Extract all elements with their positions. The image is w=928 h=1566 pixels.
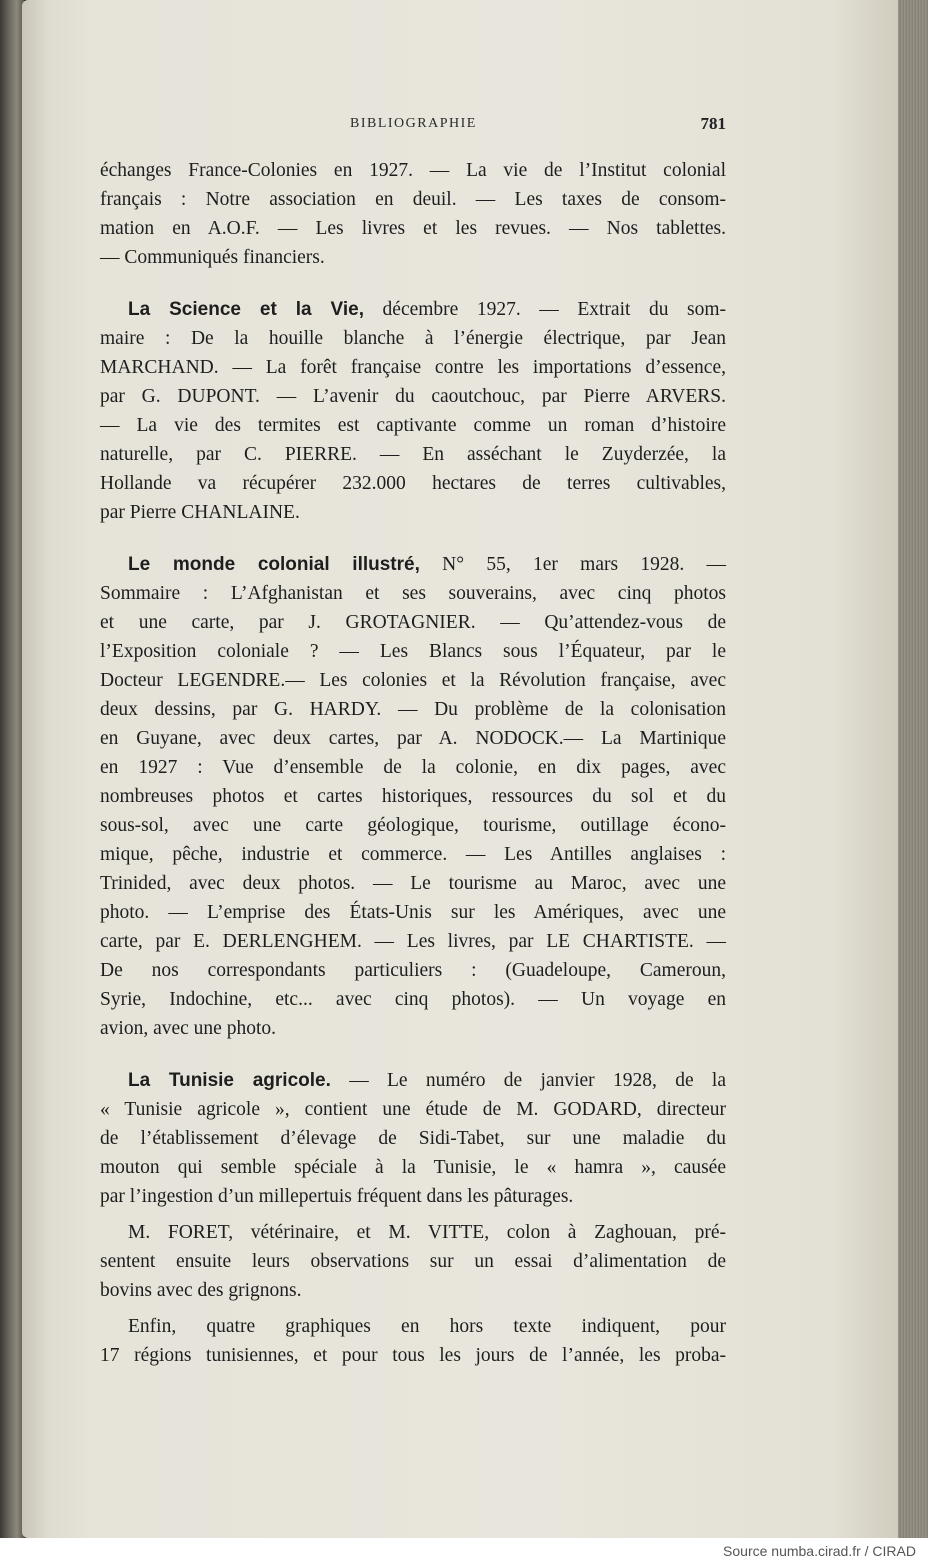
text-line: Trinided, avec deux photos. — Le tourisme au Maroc, avec une — [100, 873, 726, 894]
text-line: mique, pêche, industrie et commerce. — Les Antilles anglaises : — [100, 844, 726, 865]
text-line: en 1927 : Vue d’ensemble de la colonie, en dix pages, avec — [100, 757, 726, 778]
paragraph-foret-vitte — [100, 1218, 726, 1305]
text-line: sous-sol, avec une carte géologique, tourisme, outillage écono- — [100, 815, 726, 836]
text-line: sentent ensuite leurs observations sur un essai d’alimentation de — [100, 1251, 726, 1272]
entry-title: La Science et la Vie, — [128, 299, 364, 320]
text-line: Enfin, quatre graphiques en hors texte indiquent, pour — [128, 1316, 726, 1337]
text-line: par l’ingestion d’un millepertuis fréquent dans les pâturages. — [100, 1186, 574, 1207]
text-line — [100, 1066, 726, 1095]
paragraph-graphiques — [100, 1312, 726, 1370]
running-head — [100, 114, 726, 138]
text-line — [100, 295, 726, 324]
text-line: Hollande va récupérer 232.000 hectares de terres cultivables, — [100, 473, 726, 494]
text-line: français : Notre association en deuil. — Les taxes de consom- — [100, 189, 726, 210]
text-line: de l’établissement d’élevage de Sidi-Tabet, sur une maladie du — [100, 1128, 726, 1149]
text-line: deux dessins, par G. HARDY. — Du problème de la colonisation — [100, 699, 726, 720]
text-line: avion, avec une photo. — [100, 1018, 276, 1039]
text-line: naturelle, par C. PIERRE. — En asséchant le Zuyderzée, la — [100, 444, 726, 465]
text-line: l’Exposition coloniale ? — Les Blancs sous l’Équateur, par le — [100, 641, 726, 662]
text-line: et une carte, par J. GROTAGNIER. — Qu’attendez-vous de — [100, 612, 726, 633]
text-line — [100, 550, 726, 579]
text-fragment: N° 55, 1er mars 1928. — — [419, 554, 726, 575]
text-line: De nos correspondants particuliers : (Guadeloupe, Cameroun, — [100, 960, 726, 981]
entry-title: Le monde colonial illustré, — [128, 554, 420, 575]
text-line: en Guyane, avec deux cartes, par A. NODOCK.— La Martinique — [100, 728, 726, 749]
text-line: mation en A.O.F. — Les livres et les revues. — Nos tablettes. — [100, 218, 726, 239]
text-line: bovins avec des grignons. — [100, 1280, 302, 1301]
page-number: 781 — [700, 114, 726, 133]
source-credit: Source numba.cirad.fr / CIRAD — [723, 1543, 916, 1559]
text-line: Docteur LEGENDRE.— Les colonies et la Révolution française, avec — [100, 670, 726, 691]
text-fragment: décembre 1927. — Extrait du som- — [364, 299, 726, 320]
text-line: M. FORET, vétérinaire, et M. VITTE, colon à Zaghouan, pré- — [128, 1222, 726, 1243]
body-text — [100, 156, 726, 1370]
entry-tunisie-agricole — [100, 1066, 726, 1211]
text-line: nombreuses photos et cartes historiques, ressources du sol et du — [100, 786, 726, 807]
text-line: par G. DUPONT. — L’avenir du caoutchouc, par Pierre ARVERS. — [100, 386, 726, 407]
paragraph-continuation — [100, 156, 726, 272]
entry-title: La Tunisie agricole. — [128, 1070, 331, 1091]
text-line: « Tunisie agricole », contient une étude de M. GODARD, directeur — [100, 1099, 726, 1120]
text-line: carte, par E. DERLENGHEM. — Les livres, par LE CHARTISTE. — — [100, 931, 726, 952]
text-line: Syrie, Indochine, etc... avec cinq photos). — Un voyage en — [100, 989, 726, 1010]
entry-science-et-vie — [100, 295, 726, 527]
text-line: échanges France-Colonies en 1927. — La vie de l’Institut colonial — [100, 160, 726, 181]
text-line: — Communiqués financiers. — [100, 247, 325, 268]
text-line: mouton qui semble spéciale à la Tunisie, le « hamra », causée — [100, 1157, 726, 1178]
book-fore-edge — [898, 0, 928, 1538]
text-line: Sommaire : L’Afghanistan et ses souverains, avec cinq photos — [100, 583, 726, 604]
text-fragment: — Le numéro de janvier 1928, de la — [330, 1070, 726, 1091]
text-line: 17 régions tunisiennes, et pour tous les jours de l’année, les proba- — [100, 1345, 726, 1366]
text-line: MARCHAND. — La forêt française contre les importations d’essence, — [100, 357, 726, 378]
text-line: photo. — L’emprise des États-Unis sur les Amériques, avec une — [100, 902, 726, 923]
previous-page-edge — [0, 0, 24, 1538]
text-line: — La vie des termites est captivante comme un roman d’histoire — [100, 415, 726, 436]
text-line: maire : De la houille blanche à l’énergie électrique, par Jean — [100, 328, 726, 349]
entry-monde-colonial — [100, 550, 726, 1043]
running-head-title: BIBLIOGRAPHIE — [350, 116, 477, 131]
text-line: par Pierre CHANLAINE. — [100, 502, 300, 523]
